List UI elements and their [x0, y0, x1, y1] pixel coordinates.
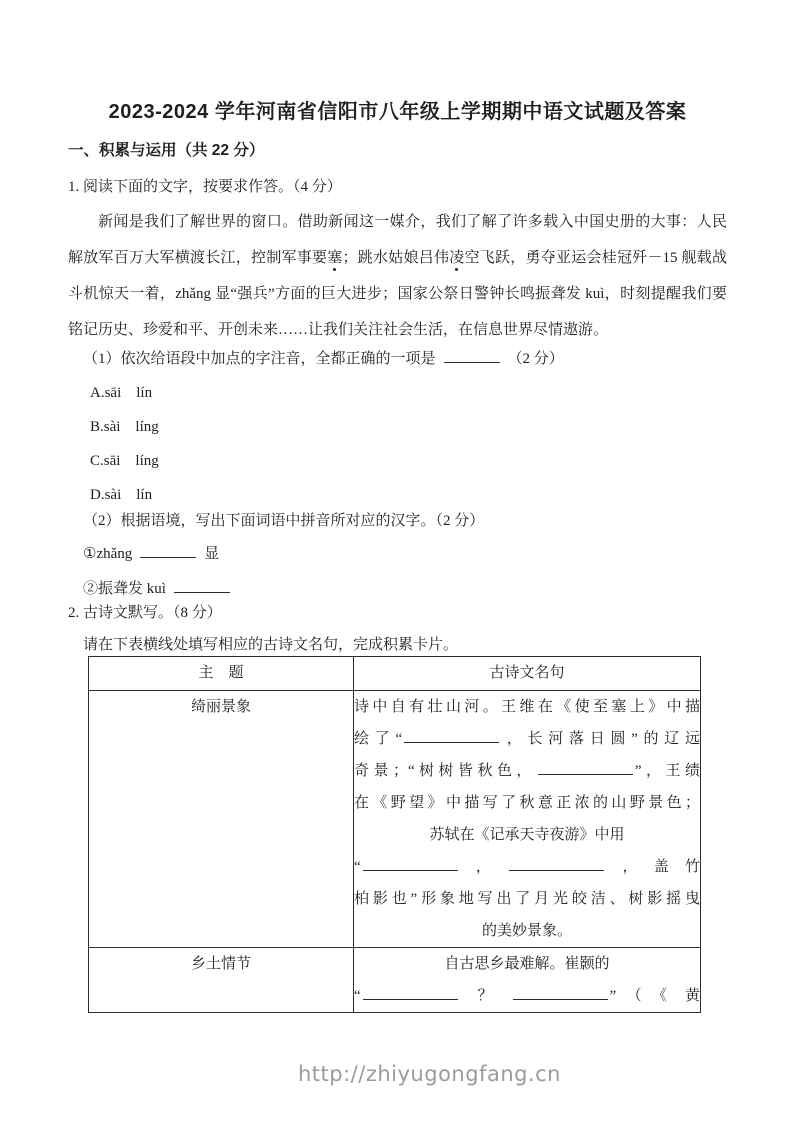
verse-cell [354, 948, 701, 1013]
q1-fill-blank-2: ②振聋发 kuì [68, 578, 727, 600]
verse-line: “ ， ，盖竹 [354, 859, 700, 875]
q2-stem: 2. 古诗文默写。（8 分） [68, 605, 222, 621]
answer-blank [509, 857, 604, 871]
verse-line: 苏轼在《记承天寺夜游》中用 [429, 827, 625, 843]
q1-fill-blank-1: ①zhǎng 显 [83, 546, 220, 562]
answer-blank [538, 761, 633, 775]
accumulation-table-body [89, 691, 701, 1013]
page-title: 2023-2024 学年河南省信阳市八年级上学期期中语文试题及答案 [108, 101, 687, 123]
verse-line: 自古思乡最难解。崔颢的 [444, 956, 610, 972]
q1-sub-question-1: （1）依次给语段中加点的字注音，全都正确的一项是 （2 分） [83, 351, 564, 367]
answer-blank [513, 986, 608, 1000]
q1-stem: 1. 阅读下面的文字，按要求作答。（4 分） [68, 179, 342, 195]
answer-blank [404, 729, 499, 743]
q1-passage: 新闻是我们了解世界的窗口。借助新闻这一媒介，我们了解了许多载入中国史册的大事：人民解放军百万大军横渡长江，控制军事要塞；跳水姑娘吕伟凌空飞跃，勇夺亚运会桂冠歼－15 舰载战斗机惊天一着，zhǎng 显“强兵”方面的巨大进步；国家公祭日警钟长鸣振聋发 kuì，时刻提醒我们要铭记历史、珍爱和平、开创未来……让我们关注社会生活，在信息世界尽情遨游。 [68, 214, 727, 338]
q1-option-c: C.sāi líng [90, 453, 159, 469]
theme-cell: 乡土情节 [89, 948, 354, 1013]
answer-blank [174, 579, 230, 593]
verse-line: 绘了“ ，长河落日圆”的辽远 [354, 731, 700, 747]
answer-blank [363, 986, 458, 1000]
header-theme: 主 题 [89, 657, 354, 691]
verse-cell [354, 691, 701, 948]
q1-option-b: B.sài líng [90, 419, 159, 435]
q1-option-a: A.sāi lín [90, 385, 153, 401]
q1-sub-question-2: （2）根据语境，写出下面词语中拼音所对应的汉字。（2 分） [83, 513, 485, 529]
theme-cell: 绮丽景象 [89, 691, 354, 948]
table-row [89, 948, 701, 1013]
answer-blank [444, 349, 500, 363]
emphasis-dot-char: 塞 [327, 250, 343, 266]
verse-line: 的美妙景象。 [481, 923, 572, 939]
verse-line: 柏影也”形象地写出了月光皎洁、树影摇曳 [354, 891, 700, 907]
verse-line: 在《野望》中描写了秋意正浓的山野景色； [354, 795, 700, 811]
verse-line: 诗中自有壮山河。王维在《使至塞上》中描 [354, 699, 700, 715]
watermark-url: http://zhiyugongfang.cn [298, 1062, 561, 1086]
answer-blank [363, 857, 458, 871]
answer-blank [140, 544, 196, 558]
q2-intro: 请在下表横线处填写相应的古诗文名句，完成积累卡片。 [83, 637, 459, 653]
table-row [89, 691, 701, 948]
table-header-row [89, 657, 701, 691]
q1-option-d: D.sài lín [90, 487, 153, 503]
emphasis-dot-char: 凌 [449, 250, 465, 266]
section-heading: 一、积累与运用（共 22 分） [68, 142, 265, 159]
header-verse: 古诗文名句 [354, 657, 701, 691]
accumulation-table [88, 656, 701, 1013]
verse-line: 奇景；“树树皆秋色， ”，王绩 [354, 763, 700, 779]
verse-line: “ ？ ”（《黄 [354, 988, 700, 1004]
